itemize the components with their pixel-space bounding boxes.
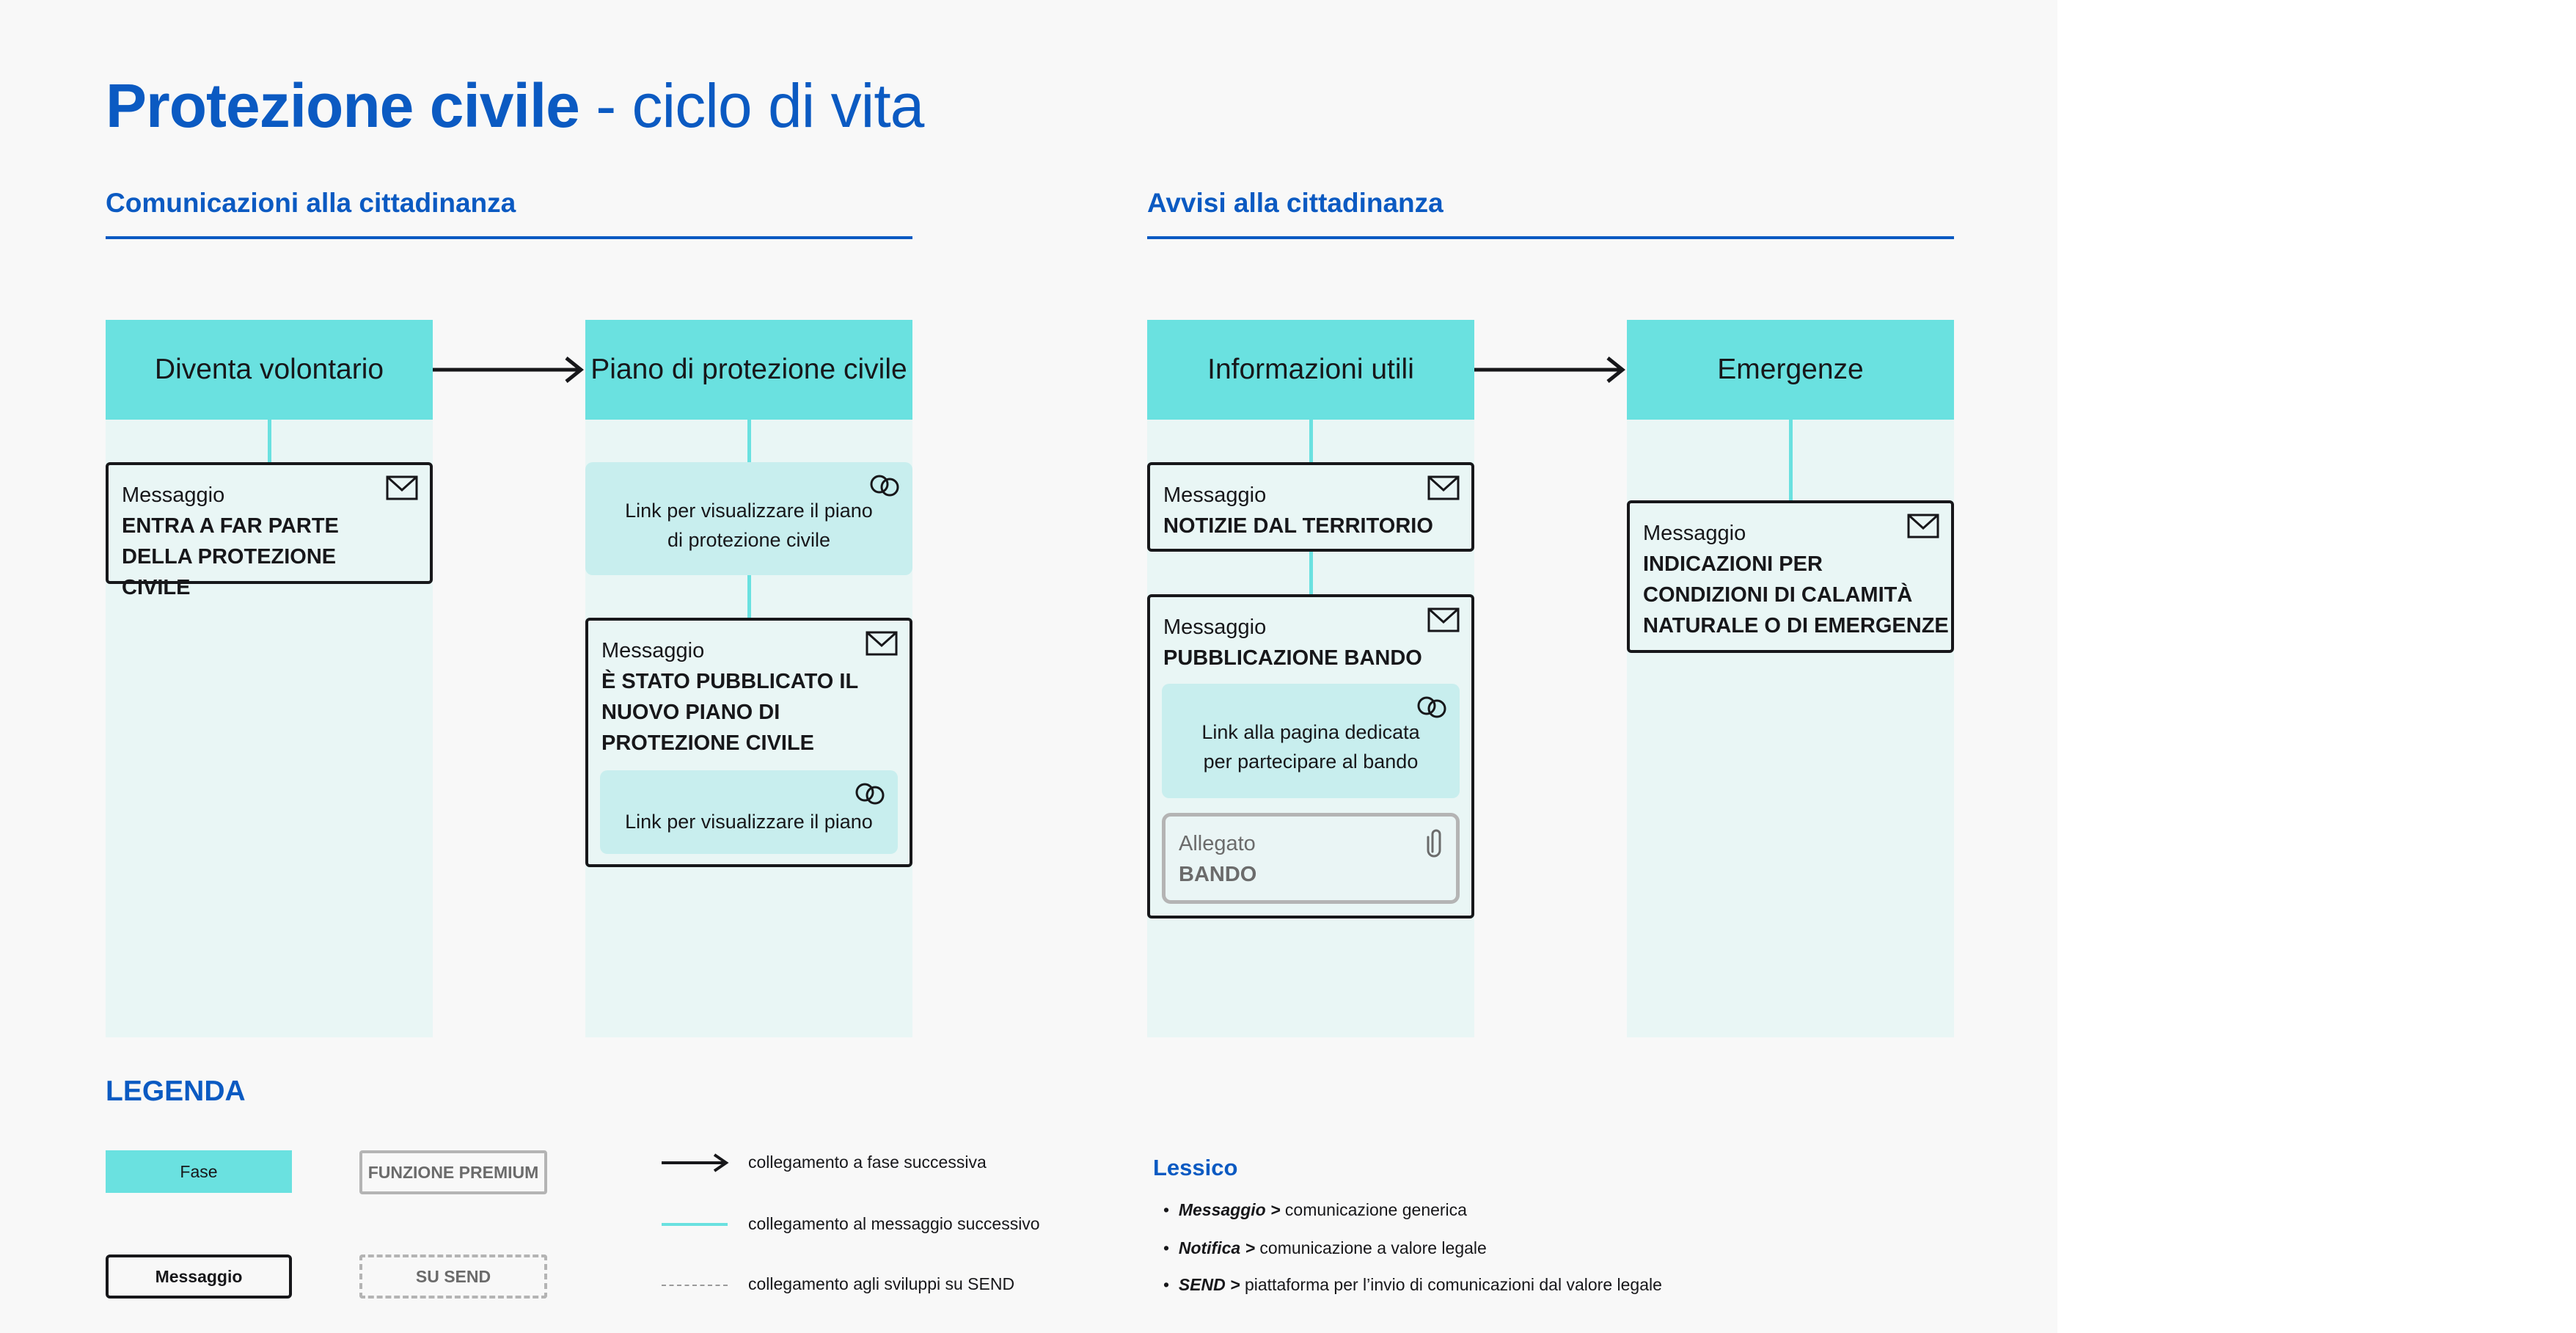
section-title-right: Avvisi alla cittadinanza bbox=[1147, 188, 1443, 218]
paperclip-icon bbox=[1427, 827, 1446, 859]
message-text: È STATO PUBBLICATO IL NUOVO PIANO DI PROTEZIONE CIVILE bbox=[601, 670, 858, 755]
page-title-light: - ciclo di vita bbox=[596, 71, 924, 140]
attachment-label: Allegato bbox=[1179, 832, 1256, 855]
message-label: Messaggio bbox=[1643, 522, 1746, 545]
message-text: PUBBLICAZIONE BANDO bbox=[1163, 646, 1422, 670]
link-text: Link per visualizzare il piano bbox=[625, 811, 873, 833]
arrow-right-icon bbox=[433, 355, 585, 384]
message-connector bbox=[747, 575, 751, 618]
legend-title: LEGENDA bbox=[106, 1075, 246, 1107]
message-text: NOTIZIE DAL TERRITORIO bbox=[1163, 514, 1433, 538]
mail-icon bbox=[1427, 475, 1460, 500]
link-card[interactable] bbox=[600, 770, 898, 854]
message-connector bbox=[1789, 420, 1793, 500]
lessico-desc: comunicazione generica bbox=[1280, 1200, 1467, 1219]
page-title-bold: Protezione civile bbox=[106, 71, 579, 140]
message-label: Messaggio bbox=[1163, 616, 1267, 639]
mail-icon bbox=[866, 631, 898, 656]
message-text: INDICAZIONI PER CONDIZIONI DI CALAMITÀ NATURALE O DI EMERGENZE bbox=[1643, 552, 1949, 638]
legend-arrow-text: collegamento a fase successiva bbox=[748, 1153, 987, 1172]
lessico-term: SEND > bbox=[1178, 1275, 1240, 1294]
link-card[interactable] bbox=[1162, 684, 1460, 798]
page-title bbox=[106, 70, 923, 142]
section-title-left: Comunicazioni alla cittadinanza bbox=[106, 188, 516, 218]
lessico-desc: comunicazione a valore legale bbox=[1255, 1238, 1487, 1257]
legend-dotted-sample bbox=[662, 1285, 728, 1286]
lessico-desc: piattaforma per l’invio di comunicazioni dal valore legale bbox=[1240, 1275, 1662, 1294]
legend-line-text: collegamento al messaggio successivo bbox=[748, 1214, 1040, 1233]
legend-su-send: SU SEND bbox=[359, 1255, 547, 1299]
message-connector bbox=[268, 420, 271, 462]
section-rule-right bbox=[1147, 236, 1954, 239]
lessico-term: Messaggio > bbox=[1178, 1200, 1281, 1219]
arrow-right-icon bbox=[1474, 355, 1627, 384]
message-connector bbox=[1309, 420, 1313, 462]
link-icon bbox=[868, 472, 901, 499]
mail-icon bbox=[1427, 607, 1460, 632]
link-card[interactable] bbox=[585, 462, 912, 575]
message-connector bbox=[1309, 552, 1313, 594]
phase-emergenze: Emergenze bbox=[1627, 320, 1954, 420]
lessico-item: • SEND > piattaforma per l’invio di comunicazioni dal valore legale bbox=[1163, 1275, 1662, 1294]
lessico-term: Notifica > bbox=[1178, 1238, 1256, 1257]
message-label: Messaggio bbox=[122, 483, 225, 507]
legend-fase: Fase bbox=[106, 1150, 292, 1193]
mail-icon bbox=[1907, 514, 1939, 538]
phase-piano-protezione-civile: Piano di protezione civile bbox=[585, 320, 912, 420]
mail-icon bbox=[386, 475, 418, 500]
message-label: Messaggio bbox=[601, 639, 705, 662]
message-card bbox=[1147, 462, 1474, 552]
link-icon bbox=[854, 781, 886, 807]
link-text: Link alla pagina dedicata per partecipare al bando bbox=[1201, 721, 1420, 773]
section-rule-left bbox=[106, 236, 912, 239]
lessico-title: Lessico bbox=[1153, 1155, 1238, 1180]
attachment-card[interactable] bbox=[1162, 813, 1460, 904]
phase-diventa-volontario: Diventa volontario bbox=[106, 320, 433, 420]
legend-messaggio: Messaggio bbox=[106, 1255, 292, 1299]
message-card bbox=[106, 462, 433, 599]
link-icon bbox=[1416, 694, 1448, 720]
message-label: Messaggio bbox=[1163, 483, 1267, 507]
legend-line-sample bbox=[662, 1223, 728, 1226]
message-connector bbox=[747, 420, 751, 462]
message-card bbox=[1627, 500, 1954, 653]
lessico-item: • Messaggio > comunicazione generica bbox=[1163, 1200, 1467, 1219]
legend-funzione-premium: FUNZIONE PREMIUM bbox=[359, 1150, 547, 1194]
lessico-item: • Notifica > comunicazione a valore legale bbox=[1163, 1238, 1487, 1257]
message-text: ENTRA A FAR PARTE DELLA PROTEZIONE CIVILE bbox=[122, 514, 339, 599]
attachment-text: BANDO bbox=[1179, 863, 1257, 886]
arrow-right-icon bbox=[662, 1152, 729, 1174]
legend-dotted-text: collegamento agli sviluppi su SEND bbox=[748, 1274, 1015, 1293]
link-text: Link per visualizzare il piano di protezione civile bbox=[625, 500, 873, 551]
phase-informazioni-utili: Informazioni utili bbox=[1147, 320, 1474, 420]
